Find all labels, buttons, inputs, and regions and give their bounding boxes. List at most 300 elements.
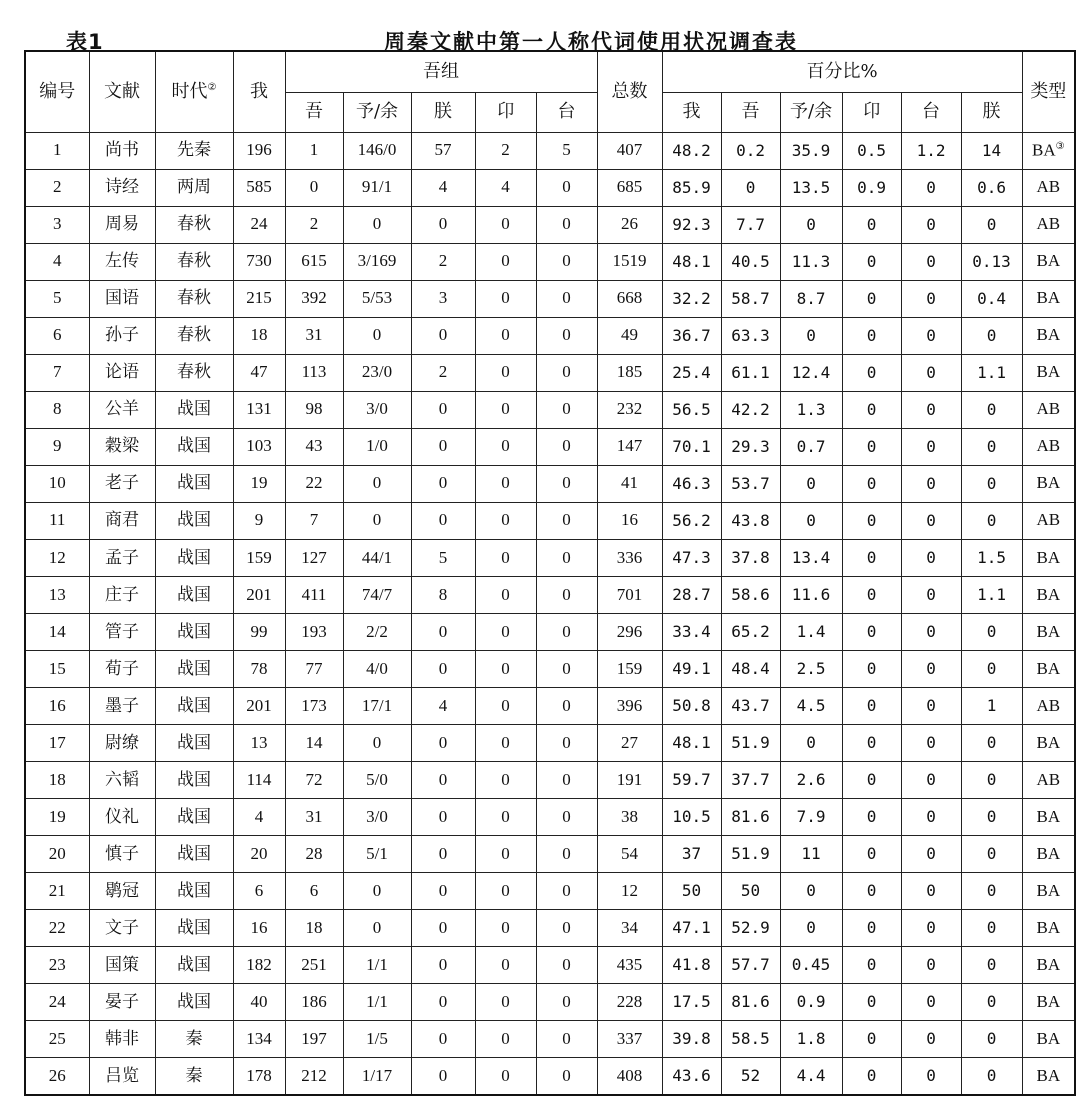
cell-zhen: 0 [411, 317, 475, 354]
cell-era: 春秋 [155, 354, 233, 391]
cell-p-wu: 52.9 [721, 910, 780, 947]
cell-id: 26 [25, 1058, 89, 1095]
type-value: BA [1036, 880, 1061, 900]
cell-p-wu: 42.2 [721, 391, 780, 428]
cell-p-tai: 0 [901, 836, 961, 873]
cell-tai: 0 [536, 280, 597, 317]
cell-p-zhen: 0 [961, 725, 1022, 762]
cell-p-wo: 41.8 [662, 947, 721, 984]
cell-total: 668 [597, 280, 662, 317]
cell-era: 战国 [155, 465, 233, 502]
cell-id: 9 [25, 428, 89, 465]
cell-era: 战国 [155, 613, 233, 650]
cell-zhen: 57 [411, 132, 475, 169]
cell-p-zhen: 0.4 [961, 280, 1022, 317]
cell-p-yu: 4.5 [780, 687, 842, 724]
cell-id: 5 [25, 280, 89, 317]
cell-p-zhen: 0 [961, 910, 1022, 947]
cell-p-tai: 0 [901, 539, 961, 576]
cell-ang: 0 [475, 725, 536, 762]
cell-doc: 荀子 [89, 650, 155, 687]
table-row [25, 984, 1075, 1021]
cell-era: 春秋 [155, 243, 233, 280]
cell-doc: 吕览 [89, 1058, 155, 1095]
type-value: BA [1036, 473, 1061, 493]
cell-p-yu: 4.4 [780, 1058, 842, 1095]
cell-p-wu: 52 [721, 1058, 780, 1095]
cell-p-zhen: 1.5 [961, 539, 1022, 576]
cell-wo: 201 [233, 687, 285, 724]
table-row [25, 687, 1075, 724]
cell-id: 16 [25, 687, 89, 724]
cell-wo: 730 [233, 243, 285, 280]
cell-p-wo: 28.7 [662, 576, 721, 613]
cell-era: 春秋 [155, 317, 233, 354]
type-value: BA [1036, 584, 1061, 604]
cell-id: 7 [25, 354, 89, 391]
cell-ang: 2 [475, 132, 536, 169]
cell-wu: 6 [285, 873, 343, 910]
cell-wo: 40 [233, 984, 285, 1021]
cell-zhen: 0 [411, 947, 475, 984]
cell-p-zhen: 1.1 [961, 354, 1022, 391]
cell-wo: 178 [233, 1058, 285, 1095]
cell-era: 先秦 [155, 132, 233, 169]
cell-p-ang: 0 [842, 836, 901, 873]
cell-era: 战国 [155, 650, 233, 687]
cell-p-tai: 0 [901, 984, 961, 1021]
type-value: BA [1036, 843, 1061, 863]
cell-tai: 0 [536, 873, 597, 910]
cell-p-ang: 0 [842, 984, 901, 1021]
cell-p-tai: 0 [901, 650, 961, 687]
cell-total: 41 [597, 465, 662, 502]
cell-ang: 0 [475, 1021, 536, 1058]
cell-p-zhen: 0 [961, 502, 1022, 539]
cell-doc: 左传 [89, 243, 155, 280]
cell-era: 战国 [155, 799, 233, 836]
cell-yu: 1/1 [343, 984, 411, 1021]
cell-era: 战国 [155, 762, 233, 799]
cell-p-wu: 0.2 [721, 132, 780, 169]
cell-type [1022, 317, 1075, 354]
cell-ang: 0 [475, 206, 536, 243]
table-row [25, 539, 1075, 576]
cell-wu: 77 [285, 650, 343, 687]
cell-p-ang: 0 [842, 428, 901, 465]
cell-p-yu: 11.6 [780, 576, 842, 613]
cell-p-wu: 7.7 [721, 206, 780, 243]
cell-p-ang: 0.9 [842, 169, 901, 206]
cell-wo: 4 [233, 799, 285, 836]
cell-ang: 0 [475, 502, 536, 539]
cell-wu: 14 [285, 725, 343, 762]
cell-id: 3 [25, 206, 89, 243]
col-p-wo-header: 我 [662, 92, 721, 132]
type-value: BA [1036, 1065, 1061, 1085]
cell-p-tai: 0 [901, 243, 961, 280]
cell-id: 2 [25, 169, 89, 206]
cell-p-tai: 0 [901, 576, 961, 613]
cell-doc: 晏子 [89, 984, 155, 1021]
cell-type [1022, 1058, 1075, 1095]
cell-p-wo: 70.1 [662, 428, 721, 465]
cell-p-zhen: 0 [961, 836, 1022, 873]
cell-total: 1519 [597, 243, 662, 280]
cell-yu: 1/0 [343, 428, 411, 465]
cell-p-yu: 0 [780, 317, 842, 354]
cell-p-ang: 0 [842, 206, 901, 243]
type-value: BA [1036, 547, 1061, 567]
cell-p-wu: 40.5 [721, 243, 780, 280]
cell-doc: 孙子 [89, 317, 155, 354]
cell-tai: 0 [536, 910, 597, 947]
cell-p-ang: 0.5 [842, 132, 901, 169]
cell-wu: 113 [285, 354, 343, 391]
cell-wu: 127 [285, 539, 343, 576]
cell-zhen: 0 [411, 428, 475, 465]
type-value: BA [1036, 991, 1061, 1011]
cell-p-ang: 0 [842, 947, 901, 984]
cell-p-wo: 25.4 [662, 354, 721, 391]
cell-wu: 615 [285, 243, 343, 280]
cell-doc: 商君 [89, 502, 155, 539]
cell-type [1022, 354, 1075, 391]
cell-tai: 0 [536, 799, 597, 836]
col-era-header [155, 51, 233, 132]
cell-id: 8 [25, 391, 89, 428]
cell-p-yu: 0 [780, 465, 842, 502]
cell-p-tai: 0 [901, 465, 961, 502]
cell-p-zhen: 0 [961, 1021, 1022, 1058]
cell-doc: 诗经 [89, 169, 155, 206]
table-row [25, 317, 1075, 354]
cell-p-wu: 50 [721, 873, 780, 910]
cell-p-wo: 85.9 [662, 169, 721, 206]
cell-p-yu: 13.4 [780, 539, 842, 576]
type-value: AB [1036, 510, 1061, 530]
cell-era: 春秋 [155, 280, 233, 317]
cell-p-zhen: 0 [961, 762, 1022, 799]
cell-p-zhen: 0.13 [961, 243, 1022, 280]
cell-era: 两周 [155, 169, 233, 206]
cell-wu: 392 [285, 280, 343, 317]
cell-wo: 20 [233, 836, 285, 873]
cell-wu: 2 [285, 206, 343, 243]
cell-zhen: 0 [411, 836, 475, 873]
cell-p-wo: 48.1 [662, 725, 721, 762]
cell-p-zhen: 0 [961, 428, 1022, 465]
cell-p-tai: 0 [901, 1058, 961, 1095]
cell-wo: 19 [233, 465, 285, 502]
cell-p-yu: 7.9 [780, 799, 842, 836]
cell-zhen: 2 [411, 354, 475, 391]
cell-tai: 0 [536, 169, 597, 206]
cell-ang: 0 [475, 910, 536, 947]
cell-wo: 99 [233, 613, 285, 650]
cell-p-yu: 8.7 [780, 280, 842, 317]
type-value: BA [1036, 954, 1061, 974]
cell-p-tai: 0 [901, 687, 961, 724]
cell-ang: 0 [475, 391, 536, 428]
cell-wo: 16 [233, 910, 285, 947]
cell-yu: 0 [343, 502, 411, 539]
cell-total: 407 [597, 132, 662, 169]
cell-zhen: 0 [411, 910, 475, 947]
cell-p-wu: 65.2 [721, 613, 780, 650]
cell-yu: 5/53 [343, 280, 411, 317]
cell-type [1022, 206, 1075, 243]
cell-doc: 尚书 [89, 132, 155, 169]
type-value: AB [1036, 177, 1061, 197]
type-value: AB [1036, 436, 1061, 456]
table-row [25, 169, 1075, 206]
cell-p-tai: 0 [901, 613, 961, 650]
cell-doc: 仪礼 [89, 799, 155, 836]
cell-p-zhen: 14 [961, 132, 1022, 169]
cell-ang: 0 [475, 687, 536, 724]
cell-p-zhen: 0 [961, 317, 1022, 354]
cell-p-wu: 58.7 [721, 280, 780, 317]
cell-wu: 43 [285, 428, 343, 465]
cell-p-ang: 0 [842, 317, 901, 354]
cell-ang: 0 [475, 947, 536, 984]
col-p-wu-header: 吾 [721, 92, 780, 132]
cell-p-ang: 0 [842, 539, 901, 576]
cell-doc: 鹖冠 [89, 873, 155, 910]
cell-wo: 201 [233, 576, 285, 613]
cell-wu: 18 [285, 910, 343, 947]
cell-p-ang: 0 [842, 243, 901, 280]
cell-type [1022, 243, 1075, 280]
cell-p-wu: 57.7 [721, 947, 780, 984]
cell-tai: 0 [536, 243, 597, 280]
cell-id: 23 [25, 947, 89, 984]
cell-p-yu: 12.4 [780, 354, 842, 391]
table-row [25, 725, 1075, 762]
cell-p-yu: 0.45 [780, 947, 842, 984]
cell-zhen: 0 [411, 799, 475, 836]
cell-doc: 公羊 [89, 391, 155, 428]
cell-wu: 31 [285, 317, 343, 354]
cell-doc: 慎子 [89, 836, 155, 873]
cell-era: 战国 [155, 725, 233, 762]
cell-p-ang: 0 [842, 465, 901, 502]
cell-p-ang: 0 [842, 687, 901, 724]
cell-id: 24 [25, 984, 89, 1021]
cell-type [1022, 836, 1075, 873]
cell-yu: 1/1 [343, 947, 411, 984]
cell-wo: 103 [233, 428, 285, 465]
cell-wu: 173 [285, 687, 343, 724]
cell-total: 408 [597, 1058, 662, 1095]
cell-yu: 5/0 [343, 762, 411, 799]
cell-ang: 0 [475, 1058, 536, 1095]
cell-p-wu: 81.6 [721, 984, 780, 1021]
cell-p-ang: 0 [842, 873, 901, 910]
table-row [25, 428, 1075, 465]
cell-yu: 23/0 [343, 354, 411, 391]
type-value: BA [1036, 251, 1061, 271]
cell-ang: 0 [475, 984, 536, 1021]
col-total-header: 总数 [597, 51, 662, 132]
cell-doc: 庄子 [89, 576, 155, 613]
cell-wo: 78 [233, 650, 285, 687]
cell-p-wu: 63.3 [721, 317, 780, 354]
cell-ang: 0 [475, 799, 536, 836]
col-wo-header: 我 [233, 51, 285, 132]
data-table [24, 50, 1074, 1096]
cell-wu: 72 [285, 762, 343, 799]
cell-wu: 22 [285, 465, 343, 502]
cell-p-yu: 1.3 [780, 391, 842, 428]
cell-p-wo: 92.3 [662, 206, 721, 243]
cell-p-zhen: 0 [961, 465, 1022, 502]
cell-p-zhen: 0.6 [961, 169, 1022, 206]
table-row [25, 465, 1075, 502]
type-value: BA [1032, 140, 1056, 160]
type-value: BA [1036, 658, 1061, 678]
cell-wo: 215 [233, 280, 285, 317]
cell-p-wo: 56.5 [662, 391, 721, 428]
cell-wo: 131 [233, 391, 285, 428]
cell-yu: 3/169 [343, 243, 411, 280]
cell-p-wu: 43.7 [721, 687, 780, 724]
cell-zhen: 0 [411, 391, 475, 428]
cell-total: 191 [597, 762, 662, 799]
table-row [25, 206, 1075, 243]
cell-zhen: 0 [411, 873, 475, 910]
cell-zhen: 0 [411, 725, 475, 762]
cell-yu: 0 [343, 465, 411, 502]
cell-p-zhen: 0 [961, 206, 1022, 243]
cell-p-tai: 0 [901, 280, 961, 317]
cell-total: 38 [597, 799, 662, 836]
type-value: BA [1036, 1028, 1061, 1048]
cell-wu: 0 [285, 169, 343, 206]
cell-p-tai: 0 [901, 317, 961, 354]
cell-ang: 0 [475, 465, 536, 502]
col-id-header: 编号 [25, 51, 89, 132]
cell-tai: 0 [536, 502, 597, 539]
cell-wu: 1 [285, 132, 343, 169]
cell-type [1022, 613, 1075, 650]
cell-p-ang: 0 [842, 650, 901, 687]
cell-p-wo: 48.2 [662, 132, 721, 169]
cell-wu: 197 [285, 1021, 343, 1058]
cell-tai: 0 [536, 317, 597, 354]
cell-ang: 0 [475, 762, 536, 799]
cell-tai: 0 [536, 1021, 597, 1058]
cell-total: 296 [597, 613, 662, 650]
col-era-footnote: ② [207, 81, 217, 93]
type-value: AB [1036, 214, 1061, 234]
cell-wo: 134 [233, 1021, 285, 1058]
col-p-tai-header: 台 [901, 92, 961, 132]
cell-p-yu: 0 [780, 873, 842, 910]
cell-p-yu: 35.9 [780, 132, 842, 169]
cell-wu: 98 [285, 391, 343, 428]
cell-wo: 114 [233, 762, 285, 799]
cell-p-wo: 17.5 [662, 984, 721, 1021]
cell-p-tai: 0 [901, 1021, 961, 1058]
cell-wu: 31 [285, 799, 343, 836]
cell-era: 秦 [155, 1058, 233, 1095]
cell-wo: 159 [233, 539, 285, 576]
cell-ang: 0 [475, 280, 536, 317]
cell-p-yu: 1.8 [780, 1021, 842, 1058]
cell-p-wo: 48.1 [662, 243, 721, 280]
cell-p-wu: 29.3 [721, 428, 780, 465]
type-value: BA [1036, 325, 1061, 345]
cell-p-zhen: 0 [961, 613, 1022, 650]
cell-p-tai: 0 [901, 391, 961, 428]
cell-id: 20 [25, 836, 89, 873]
cell-tai: 0 [536, 354, 597, 391]
cell-ang: 0 [475, 873, 536, 910]
cell-wo: 585 [233, 169, 285, 206]
cell-p-yu: 0 [780, 725, 842, 762]
cell-era: 战国 [155, 687, 233, 724]
cell-p-tai: 0 [901, 910, 961, 947]
cell-p-wo: 56.2 [662, 502, 721, 539]
cell-type [1022, 650, 1075, 687]
cell-id: 22 [25, 910, 89, 947]
table-row [25, 762, 1075, 799]
cell-id: 18 [25, 762, 89, 799]
cell-p-tai: 0 [901, 762, 961, 799]
cell-zhen: 0 [411, 650, 475, 687]
cell-type [1022, 280, 1075, 317]
cell-type [1022, 428, 1075, 465]
cell-type [1022, 762, 1075, 799]
cell-zhen: 5 [411, 539, 475, 576]
cell-id: 17 [25, 725, 89, 762]
cell-doc: 论语 [89, 354, 155, 391]
cell-doc: 墨子 [89, 687, 155, 724]
cell-type [1022, 576, 1075, 613]
cell-doc: 国语 [89, 280, 155, 317]
cell-total: 147 [597, 428, 662, 465]
cell-type [1022, 947, 1075, 984]
cell-ang: 0 [475, 243, 536, 280]
cell-p-ang: 0 [842, 354, 901, 391]
type-value: BA [1036, 917, 1061, 937]
cell-p-yu: 0 [780, 206, 842, 243]
cell-yu: 0 [343, 873, 411, 910]
cell-total: 435 [597, 947, 662, 984]
type-value: BA [1036, 621, 1061, 641]
table-row [25, 836, 1075, 873]
table-row [25, 613, 1075, 650]
cell-p-ang: 0 [842, 613, 901, 650]
cell-total: 185 [597, 354, 662, 391]
table-body [25, 132, 1075, 1095]
cell-yu: 0 [343, 725, 411, 762]
cell-tai: 0 [536, 576, 597, 613]
cell-total: 26 [597, 206, 662, 243]
cell-tai: 0 [536, 539, 597, 576]
cell-ang: 4 [475, 169, 536, 206]
cell-total: 12 [597, 873, 662, 910]
cell-yu: 1/5 [343, 1021, 411, 1058]
cell-type [1022, 725, 1075, 762]
cell-total: 685 [597, 169, 662, 206]
cell-id: 11 [25, 502, 89, 539]
cell-doc: 穀梁 [89, 428, 155, 465]
cell-id: 13 [25, 576, 89, 613]
cell-p-wu: 61.1 [721, 354, 780, 391]
